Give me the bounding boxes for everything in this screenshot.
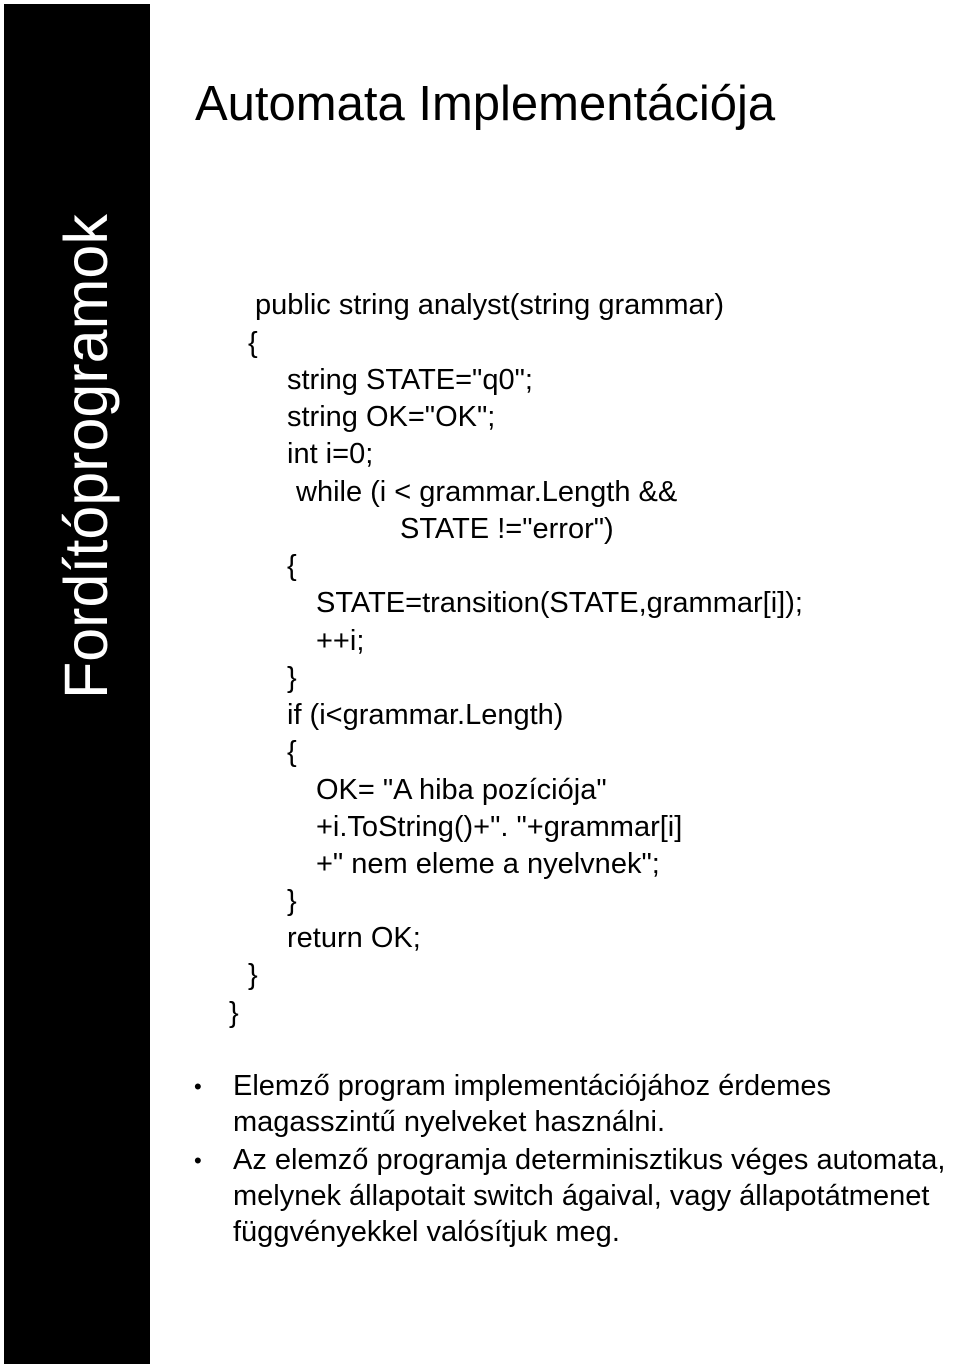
code-line: return OK; (287, 922, 421, 954)
code-line: ++i; (316, 625, 365, 657)
sidebar-title: Fordítóprogramok (52, 214, 120, 699)
code-line: if (i<grammar.Length) (287, 699, 564, 731)
code-line: string STATE="q0"; (287, 364, 533, 396)
code-line: { (287, 550, 297, 582)
code-line: OK= "A hiba pozíciója" (316, 774, 607, 806)
sidebar (4, 4, 150, 1364)
code-line: STATE !="error") (400, 513, 614, 545)
code-line: { (287, 736, 297, 768)
code-line: +" nem eleme a nyelvnek"; (316, 848, 660, 880)
code-line: string OK="OK"; (287, 401, 496, 433)
code-line: } (287, 662, 297, 694)
bullet-item: Az elemző programja determinisztikus véges automata, melynek állapotait switch ágaival, vagy állapotátmenet függvényekkel valósítjuk meg. (233, 1144, 946, 1248)
code-line: } (287, 885, 297, 917)
code-line: } (229, 997, 239, 1029)
code-line: } (248, 959, 258, 991)
bullet-marker: • (194, 1148, 202, 1173)
code-line: +i.ToString()+". "+grammar[i] (316, 811, 683, 843)
code-line: while (i < grammar.Length && (296, 476, 678, 508)
bullet-marker: • (194, 1074, 202, 1099)
code-line: STATE=transition(STATE,grammar[i]); (316, 587, 803, 619)
bullet-item: Elemző program implementációjához érdemes magasszintű nyelveket használni. (233, 1070, 831, 1138)
page-title: Automata Implementációja (195, 77, 776, 131)
code-line: { (248, 327, 258, 359)
code-line: public string analyst(string grammar) (255, 289, 724, 321)
code-line: int i=0; (287, 438, 374, 470)
